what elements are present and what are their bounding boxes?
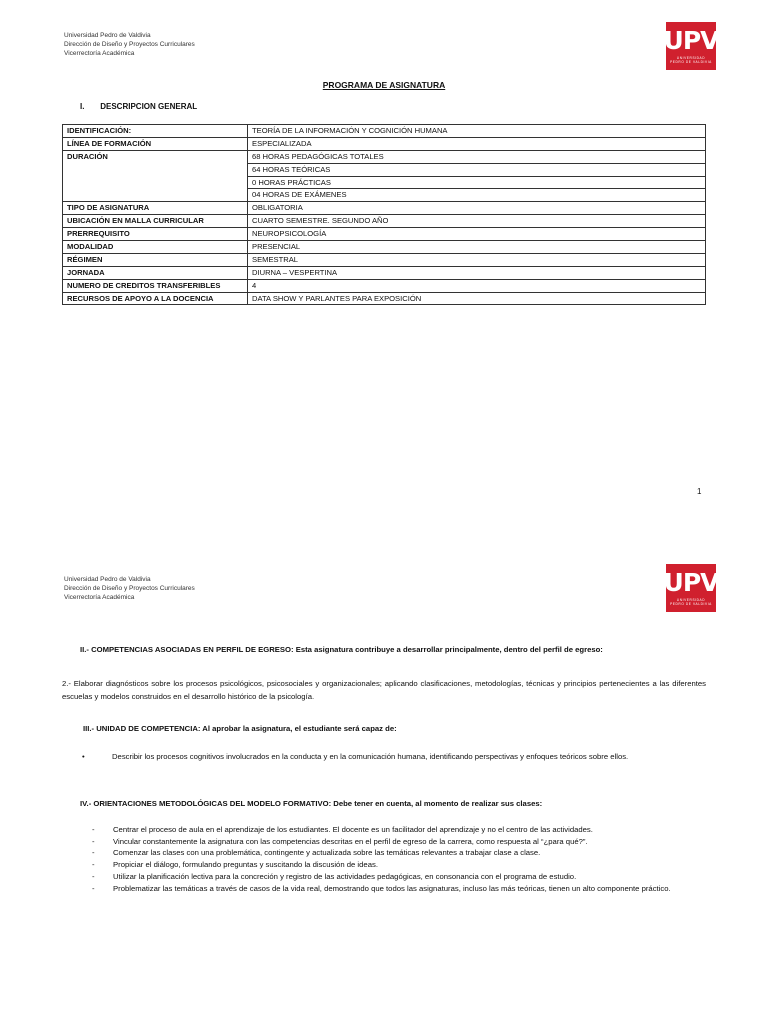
competency-item: 2.- Elaborar diagnósticos sobre los procesos psicológicos, psicosociales y organizacionales; aplicando clasificaciones, metodologías, técnicas y principios pertenecientes a las diferentes escuelas y modelos construidos en el desarrollo histórico de la psicología. xyxy=(62,679,706,701)
list-item-text: Propiciar el diálogo, formulando preguntas y suscitando la discusión de ideas. xyxy=(113,860,378,870)
section-label: DESCRIPCION GENERAL xyxy=(100,102,198,111)
list-item-text: Comenzar las clases con una problemática, contingente y actualizada sobre las temáticas relevantes a trabajar clase a clase. xyxy=(113,848,541,858)
list-item-text: Vincular constantemente la asignatura con las competencias descritas en el perfil de egreso de la carrera, como respuesta al “¿para qué?”. xyxy=(113,836,588,846)
section-iv-title: IV.- ORIENTACIONES METODOLÓGICAS DEL MODELO FORMATIVO: xyxy=(80,799,332,808)
institution-header xyxy=(64,575,195,602)
row-label: RÉGIMEN xyxy=(63,253,248,266)
competency-unit-list xyxy=(80,751,706,764)
table-row xyxy=(63,279,706,292)
section-iii-heading xyxy=(83,723,723,736)
dash-icon: - xyxy=(92,848,95,858)
table-row xyxy=(63,241,706,254)
dash-icon: - xyxy=(92,836,95,846)
row-label: PRERREQUISITO xyxy=(63,228,248,241)
row-label: IDENTIFICACIÓN: xyxy=(63,125,248,138)
list-item-text: Problematizar las temáticas a través de casos de la vida real, demostrando que todos las asignaturas, incluso las más teóricas, tienen un alto componente práctico. xyxy=(113,883,671,893)
table-row xyxy=(63,215,706,228)
upv-logo xyxy=(663,564,719,612)
row-value: DATA SHOW Y PARLANTES PARA EXPOSICIÓN xyxy=(248,292,706,305)
list-item-text: Describir los procesos cognitivos involucrados en la conducta y en la comunicación humana, identificando perspectivas y enfoques teóricos sobre ellos. xyxy=(112,752,629,761)
section-iii-intro: Al aprobar la asignatura, el estudiante será capaz de: xyxy=(200,724,397,733)
table-row xyxy=(63,253,706,266)
logo-subtitle: UNIVERSIDAD PEDRO DE VALDIVIA xyxy=(670,56,712,64)
section-number: I. xyxy=(80,102,85,111)
list-item xyxy=(80,751,706,764)
list-item xyxy=(92,824,706,836)
methodology-list xyxy=(92,824,706,894)
table-row xyxy=(63,266,706,279)
dash-icon: - xyxy=(92,871,95,881)
row-label: TIPO DE ASIGNATURA xyxy=(63,202,248,215)
institution-name: Universidad Pedro de Valdivia xyxy=(64,576,151,583)
list-item xyxy=(92,883,706,895)
logo-subtitle: UNIVERSIDAD PEDRO DE VALDIVIA xyxy=(670,598,712,606)
row-value: CUARTO SEMESTRE. SEGUNDO AÑO xyxy=(248,215,706,228)
table-row xyxy=(63,228,706,241)
row-value: DIURNA – VESPERTINA xyxy=(248,266,706,279)
row-label: JORNADA xyxy=(63,266,248,279)
row-value: 0 HORAS PRÁCTICAS xyxy=(248,176,706,189)
section-iv-intro: Debe tener en cuenta, al momento de realizar sus clases: xyxy=(331,799,543,808)
section-iii-title: III.- UNIDAD DE COMPETENCIA: xyxy=(83,724,201,733)
list-item xyxy=(92,847,706,859)
page-number: 1 xyxy=(697,487,702,496)
list-item xyxy=(92,836,706,848)
institution-department: Dirección de Diseño y Proyectos Curriculares xyxy=(64,585,195,592)
row-value: ESPECIALIZADA xyxy=(248,137,706,150)
institution-office: Vicerrectoría Académica xyxy=(64,50,135,57)
institution-department: Dirección de Diseño y Proyectos Curriculares xyxy=(64,41,195,48)
dash-icon: - xyxy=(92,860,95,870)
document-page-2 xyxy=(0,540,768,1024)
row-label: UBICACIÓN EN MALLA CURRICULAR xyxy=(63,215,248,228)
institution-header xyxy=(64,31,195,58)
institution-office: Vicerrectoría Académica xyxy=(64,594,135,601)
dash-icon: - xyxy=(92,825,95,834)
row-value: NEUROPSICOLOGÍA xyxy=(248,228,706,241)
list-item xyxy=(92,871,706,883)
table-row xyxy=(63,292,706,305)
logo-mark: UPV xyxy=(663,26,719,55)
row-label: DURACIÓN xyxy=(63,150,248,202)
section-ii-title: II.- COMPETENCIAS ASOCIADAS EN PERFIL DE EGRESO: xyxy=(80,645,294,654)
table-row xyxy=(63,150,706,163)
document-title: PROGRAMA DE ASIGNATURA xyxy=(322,80,446,90)
row-value: SEMESTRAL xyxy=(248,253,706,266)
general-description-table xyxy=(62,124,706,305)
list-item-text: Centrar el proceso de aula en el aprendizaje de los estudiantes. El docente es un facilitador del aprendizaje y no el centro de las actividades. xyxy=(113,825,593,834)
logo-mark: UPV xyxy=(663,568,719,597)
row-value: PRESENCIAL xyxy=(248,241,706,254)
dash-icon: - xyxy=(92,883,95,893)
institution-name: Universidad Pedro de Valdivia xyxy=(64,32,151,39)
row-label: LÍNEA DE FORMACIÓN xyxy=(63,137,248,150)
row-label: MODALIDAD xyxy=(63,241,248,254)
row-value: 64 HORAS TEÓRICAS xyxy=(248,163,706,176)
row-value: 04 HORAS DE EXÁMENES xyxy=(248,189,706,202)
row-label: NUMERO DE CREDITOS TRANSFERIBLES xyxy=(63,279,248,292)
row-value: OBLIGATORIA xyxy=(248,202,706,215)
table-row xyxy=(63,125,706,138)
section-iv-heading xyxy=(80,798,720,811)
table-row xyxy=(63,202,706,215)
row-value: 68 HORAS PEDAGÓGICAS TOTALES xyxy=(248,150,706,163)
bullet-icon: • xyxy=(82,752,85,761)
table-row xyxy=(63,137,706,150)
list-item xyxy=(92,859,706,871)
section-heading-descripcion xyxy=(80,102,197,111)
section-ii-heading xyxy=(80,644,720,657)
upv-logo xyxy=(663,22,719,70)
section-ii-intro: Esta asignatura contribuye a desarrollar principalmente, dentro del perfil de egreso: xyxy=(293,645,603,654)
row-value: 4 xyxy=(248,279,706,292)
row-value: TEORÍA DE LA INFORMACIÓN Y COGNICIÓN HUMANA xyxy=(248,125,706,138)
row-label: RECURSOS DE APOYO A LA DOCENCIA xyxy=(63,292,248,305)
list-item-text: Utilizar la planificación lectiva para la concreción y registro de las actividades pedagógicas, en consonancia con el programa de estudio. xyxy=(113,871,577,881)
